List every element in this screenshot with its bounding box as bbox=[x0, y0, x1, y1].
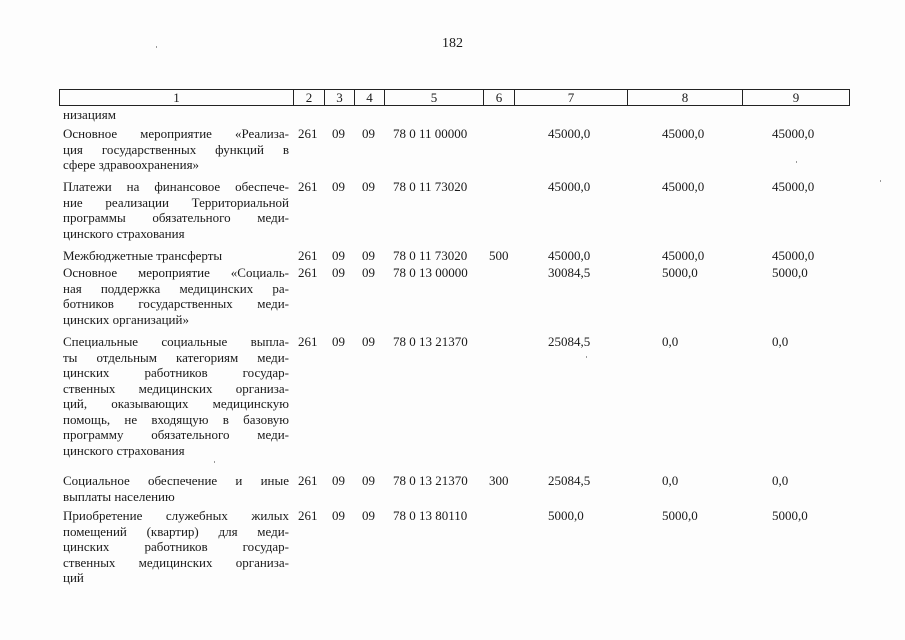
cell-c8: 45000,0 bbox=[662, 179, 705, 194]
description-line: ственных медицинских организа- bbox=[63, 554, 289, 570]
cell-c9: 0,0 bbox=[772, 334, 789, 349]
row-description bbox=[63, 248, 289, 264]
row-description bbox=[63, 126, 289, 173]
header-col-5: 5 bbox=[385, 89, 484, 106]
cell-c6: 300 bbox=[489, 473, 509, 488]
description-line: сфере здравоохранения» bbox=[63, 157, 200, 172]
description-line: Основное мероприятие «Реализа- bbox=[63, 126, 289, 141]
description-line: цинских работников государ- bbox=[63, 539, 289, 554]
description-line: выплаты населению bbox=[63, 488, 175, 504]
description-line: ботников государственных меди- bbox=[63, 296, 289, 311]
description-line: ственных медицинских организа- bbox=[63, 380, 289, 396]
cell-c5: 78 0 13 21370 bbox=[393, 473, 468, 488]
cell-c7: 5000,0 bbox=[548, 508, 584, 523]
cell-c5: 78 0 11 00000 bbox=[393, 126, 468, 141]
cell-c9: 45000,0 bbox=[772, 179, 815, 194]
description-line: помощь, не входящую в базовую bbox=[63, 411, 289, 427]
cell-c2: 261 bbox=[298, 334, 318, 349]
header-col-9: 9 bbox=[743, 89, 850, 106]
description-line: цинского страхования bbox=[63, 225, 185, 241]
header-col-3: 3 bbox=[325, 89, 355, 106]
cell-c7: 30084,5 bbox=[548, 265, 591, 280]
cell-c8: 5000,0 bbox=[662, 265, 698, 280]
cell-c4: 09 bbox=[362, 179, 375, 194]
description-line: ция государственных функций в bbox=[63, 141, 289, 157]
description-line: ние реализации Территориальной bbox=[63, 194, 289, 210]
scan-speck bbox=[156, 46, 157, 48]
cell-c7: 45000,0 bbox=[548, 179, 591, 194]
cell-c4: 09 bbox=[362, 508, 375, 523]
cell-c3: 09 bbox=[332, 473, 345, 488]
cell-c4: 09 bbox=[362, 248, 375, 263]
cell-c3: 09 bbox=[332, 126, 345, 141]
cell-c2: 261 bbox=[298, 179, 318, 194]
description-line: цинских работников государ- bbox=[63, 365, 289, 380]
description-line: программу обязательного меди- bbox=[63, 427, 289, 442]
cell-c5: 78 0 11 73020 bbox=[393, 248, 468, 263]
cell-c5: 78 0 13 80110 bbox=[393, 508, 468, 523]
header-col-8: 8 bbox=[628, 89, 743, 106]
cell-c7: 45000,0 bbox=[548, 126, 591, 141]
scan-speck bbox=[796, 161, 797, 163]
cell-c4: 09 bbox=[362, 126, 375, 141]
row-description bbox=[63, 473, 289, 504]
cell-c8: 5000,0 bbox=[662, 508, 698, 523]
description-line: Основное мероприятие «Социаль- bbox=[63, 265, 289, 280]
description-line: цинского страхования bbox=[63, 442, 185, 458]
cell-c4: 09 bbox=[362, 334, 375, 349]
page-number: 182 bbox=[442, 36, 463, 51]
cell-c5: 78 0 13 21370 bbox=[393, 334, 468, 349]
continuation-text: низациям bbox=[63, 107, 116, 122]
description-line: ций, оказывающих медицинскую bbox=[63, 396, 289, 411]
cell-c3: 09 bbox=[332, 265, 345, 280]
cell-c3: 09 bbox=[332, 248, 345, 263]
cell-c8: 0,0 bbox=[662, 334, 679, 349]
cell-c2: 261 bbox=[298, 248, 318, 263]
description-line: цинских организаций» bbox=[63, 311, 189, 327]
cell-c3: 09 bbox=[332, 334, 345, 349]
description-line: Платежи на финансовое обеспече- bbox=[63, 179, 289, 194]
cell-c2: 261 bbox=[298, 126, 318, 141]
cell-c4: 09 bbox=[362, 265, 375, 280]
cell-c3: 09 bbox=[332, 508, 345, 523]
scan-speck bbox=[214, 461, 215, 463]
cell-c9: 45000,0 bbox=[772, 126, 815, 141]
cell-c9: 45000,0 bbox=[772, 248, 815, 263]
cell-c5: 78 0 13 00000 bbox=[393, 265, 468, 280]
cell-c7: 25084,5 bbox=[548, 334, 591, 349]
scan-speck bbox=[586, 356, 587, 358]
cell-c2: 261 bbox=[298, 473, 318, 488]
description-line: Специальные социальные выпла- bbox=[63, 334, 289, 349]
header-col-1: 1 bbox=[59, 89, 294, 106]
description-line: Межбюджетные трансферты bbox=[63, 248, 223, 263]
cell-c7: 45000,0 bbox=[548, 248, 591, 263]
description-line: ная поддержка медицинских ра- bbox=[63, 280, 289, 296]
cell-c9: 5000,0 bbox=[772, 508, 808, 523]
cell-c9: 0,0 bbox=[772, 473, 789, 488]
cell-c2: 261 bbox=[298, 508, 318, 523]
cell-c8: 0,0 bbox=[662, 473, 679, 488]
cell-c8: 45000,0 bbox=[662, 248, 705, 263]
scan-speck bbox=[880, 180, 881, 182]
description-line: ты отдельным категориям меди- bbox=[63, 349, 289, 365]
cell-c7: 25084,5 bbox=[548, 473, 591, 488]
header-col-6: 6 bbox=[484, 89, 515, 106]
header-col-2: 2 bbox=[294, 89, 325, 106]
cell-c6: 500 bbox=[489, 248, 509, 263]
description-line: Приобретение служебных жилых bbox=[63, 508, 289, 523]
row-description bbox=[63, 179, 289, 241]
cell-c4: 09 bbox=[362, 473, 375, 488]
description-line: помещений (квартир) для меди- bbox=[63, 523, 289, 539]
header-col-7: 7 bbox=[515, 89, 628, 106]
cell-c8: 45000,0 bbox=[662, 126, 705, 141]
cell-c2: 261 bbox=[298, 265, 318, 280]
description-line: Социальное обеспечение и иные bbox=[63, 473, 289, 488]
cell-c5: 78 0 11 73020 bbox=[393, 179, 468, 194]
cell-c3: 09 bbox=[332, 179, 345, 194]
description-line: ций bbox=[63, 570, 84, 585]
row-description bbox=[63, 508, 289, 586]
description-line: программы обязательного меди- bbox=[63, 210, 289, 225]
cell-c9: 5000,0 bbox=[772, 265, 808, 280]
row-description bbox=[63, 334, 289, 458]
row-description bbox=[63, 265, 289, 327]
header-col-4: 4 bbox=[355, 89, 385, 106]
